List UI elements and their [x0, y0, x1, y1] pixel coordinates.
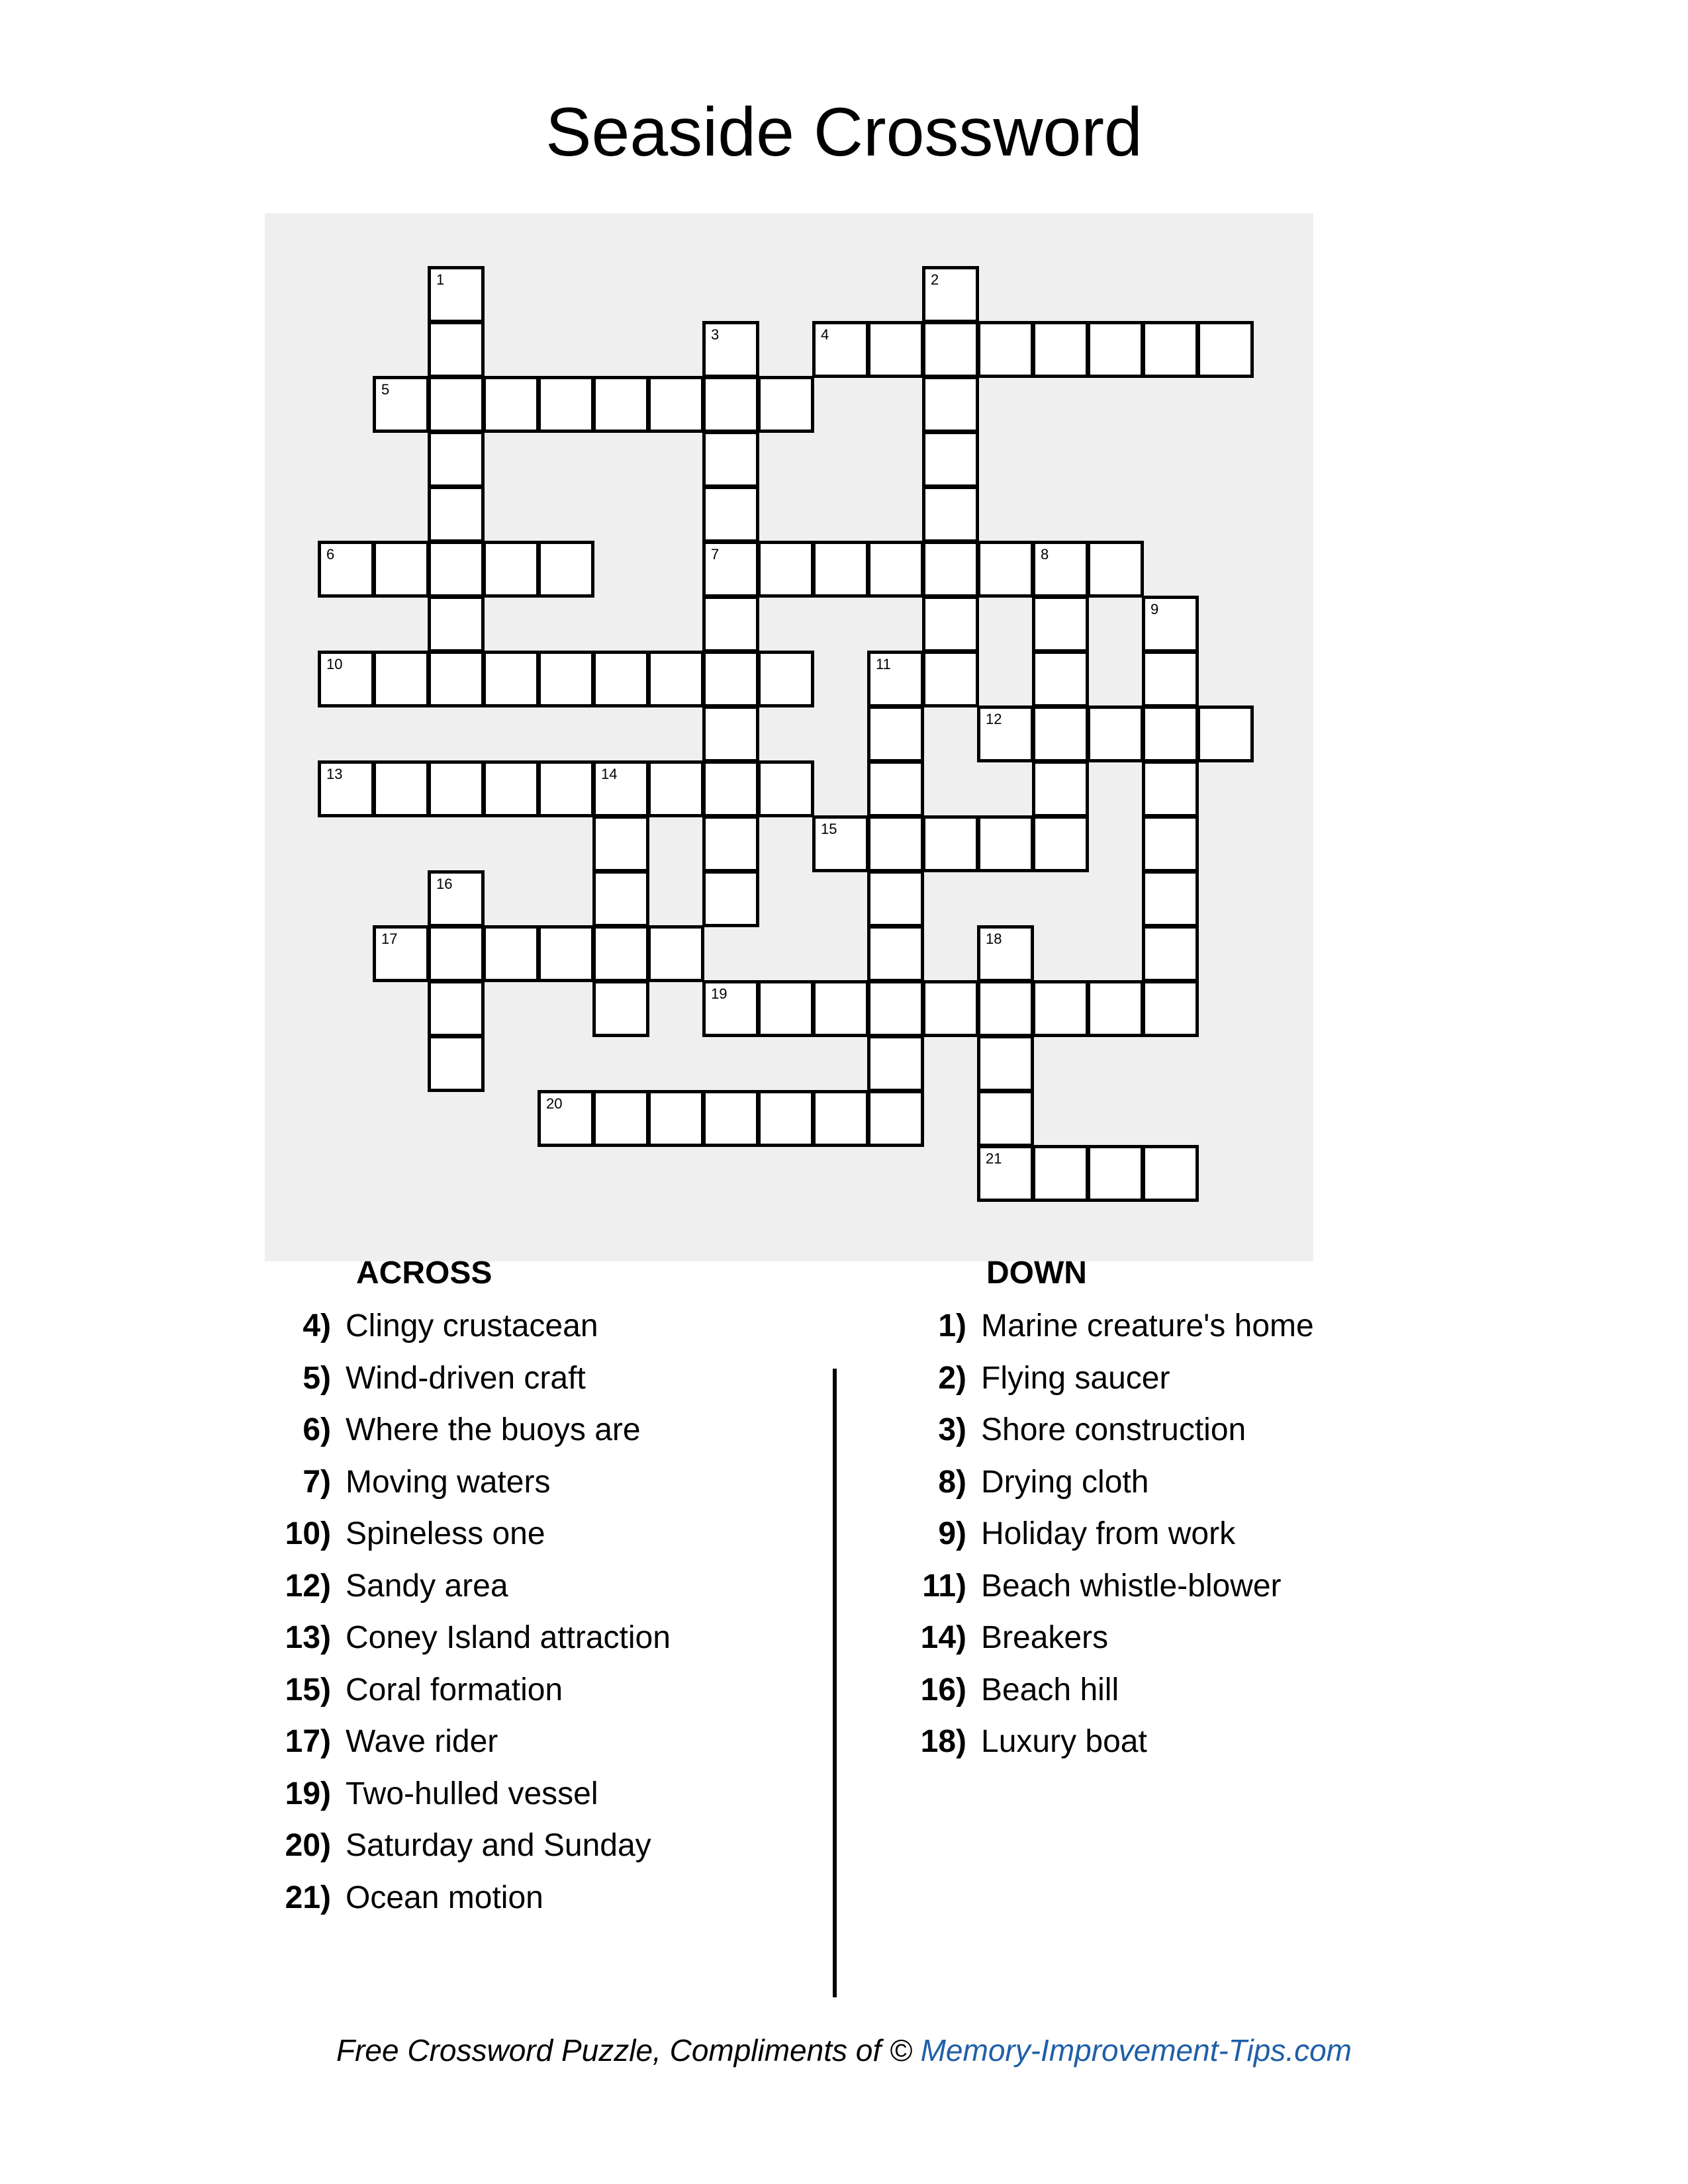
grid-cell[interactable] — [1032, 321, 1089, 378]
grid-cell[interactable] — [647, 1090, 704, 1147]
clue-item-text: Spineless one — [346, 1516, 545, 1551]
grid-cell[interactable] — [1142, 596, 1199, 653]
clue-item-number: 5) — [303, 1360, 331, 1396]
grid-cell[interactable] — [867, 1090, 924, 1147]
clue-item-text: Two-hulled vessel — [346, 1776, 598, 1811]
grid-cell[interactable] — [1142, 760, 1199, 817]
clue-item — [265, 1360, 586, 1397]
grid-cell[interactable] — [1142, 705, 1199, 762]
grid-cell[interactable] — [702, 376, 759, 433]
grid-cell[interactable] — [538, 1090, 594, 1147]
clue-item-text: Ocean motion — [346, 1880, 543, 1915]
grid-cell[interactable] — [702, 705, 759, 762]
grid-cell[interactable] — [812, 1090, 869, 1147]
grid-cell[interactable] — [592, 815, 649, 872]
clue-item-number: 17) — [285, 1724, 331, 1759]
grid-cell[interactable] — [1087, 321, 1144, 378]
grid-cell[interactable] — [592, 651, 649, 707]
grid-cell[interactable] — [373, 925, 430, 982]
grid-cell[interactable] — [702, 1090, 759, 1147]
grid-cell[interactable] — [867, 321, 924, 378]
clue-number: 16 — [436, 876, 453, 892]
grid-cell[interactable] — [1087, 705, 1144, 762]
grid-cell[interactable] — [867, 705, 924, 762]
grid-cell[interactable] — [812, 321, 869, 378]
clue-item-number: 13) — [285, 1620, 331, 1655]
clue-item-text: Coral formation — [346, 1672, 563, 1707]
grid-cell[interactable] — [428, 870, 485, 927]
across-heading: ACROSS — [356, 1255, 492, 1291]
grid-cell[interactable] — [538, 541, 594, 598]
clue-number: 18 — [986, 931, 1002, 947]
grid-cell[interactable] — [1197, 705, 1254, 762]
clue-number: 12 — [986, 711, 1002, 727]
clue-item-text: Wave rider — [346, 1724, 498, 1759]
grid-cell[interactable] — [702, 980, 759, 1037]
grid-cell[interactable] — [867, 760, 924, 817]
grid-cell[interactable] — [428, 925, 485, 982]
grid-cell[interactable] — [757, 541, 814, 598]
grid-cell[interactable] — [922, 486, 979, 543]
crossword-grid — [265, 213, 1313, 1261]
grid-cell[interactable] — [922, 596, 979, 653]
grid-cell[interactable] — [1142, 870, 1199, 927]
grid-cell[interactable] — [702, 596, 759, 653]
grid-cell[interactable] — [647, 651, 704, 707]
clue-item-number: 12) — [285, 1568, 331, 1604]
grid-cell[interactable] — [538, 925, 594, 982]
grid-cell[interactable] — [977, 815, 1034, 872]
clue-number: 5 — [381, 381, 390, 398]
clue-item-text: Beach whistle-blower — [981, 1568, 1282, 1604]
clue-item — [900, 1672, 1119, 1709]
grid-cell[interactable] — [1197, 321, 1254, 378]
clue-item-text: Clingy crustacean — [346, 1308, 598, 1343]
clue-item-number: 9) — [938, 1516, 966, 1551]
clue-item-number: 10) — [285, 1516, 331, 1551]
grid-cell[interactable] — [428, 541, 485, 598]
grid-cell[interactable] — [538, 651, 594, 707]
grid-cell[interactable] — [977, 321, 1034, 378]
clue-number: 4 — [821, 326, 829, 343]
grid-cell[interactable] — [428, 651, 485, 707]
grid-cell[interactable] — [977, 541, 1034, 598]
clue-number: 20 — [546, 1095, 563, 1112]
clue-item-number: 4) — [303, 1308, 331, 1343]
clue-item-number: 2) — [938, 1360, 966, 1396]
grid-cell[interactable] — [483, 541, 539, 598]
grid-cell[interactable] — [867, 815, 924, 872]
clue-item-text: Holiday from work — [981, 1516, 1236, 1551]
clue-item — [265, 1516, 545, 1553]
grid-cell[interactable] — [702, 651, 759, 707]
clue-item — [900, 1516, 1235, 1553]
clue-item — [265, 1672, 563, 1709]
clue-number: 13 — [326, 766, 343, 782]
grid-cell[interactable] — [428, 321, 485, 378]
grid-cell[interactable] — [977, 1090, 1034, 1147]
grid-cell[interactable] — [812, 815, 869, 872]
grid-cell[interactable] — [318, 760, 375, 817]
grid-cell[interactable] — [1032, 651, 1089, 707]
grid-cell[interactable] — [702, 760, 759, 817]
clue-item-number: 7) — [303, 1464, 331, 1500]
clue-item-text: Moving waters — [346, 1464, 551, 1500]
clue-number: 6 — [326, 546, 335, 563]
grid-cell[interactable] — [592, 980, 649, 1037]
grid-cell[interactable] — [483, 760, 539, 817]
clue-number: 3 — [711, 326, 720, 343]
grid-cell[interactable] — [1032, 541, 1089, 598]
grid-cell[interactable] — [867, 651, 924, 707]
grid-cell[interactable] — [867, 541, 924, 598]
clue-item — [265, 1464, 550, 1501]
puzzle-title: Seaside Crossword — [545, 94, 1143, 171]
clue-item — [265, 1827, 651, 1864]
grid-cell[interactable] — [538, 760, 594, 817]
clue-item-number: 21) — [285, 1880, 331, 1915]
clue-item — [900, 1619, 1108, 1657]
clue-item — [265, 1880, 543, 1917]
clue-item-number: 16) — [920, 1672, 966, 1707]
clue-number: 14 — [601, 766, 618, 782]
grid-cell[interactable] — [702, 431, 759, 488]
grid-cell[interactable] — [1032, 1145, 1089, 1202]
grid-cell[interactable] — [428, 596, 485, 653]
clue-item — [900, 1412, 1246, 1449]
clue-number: 8 — [1041, 546, 1049, 563]
clue-number: 2 — [931, 271, 939, 288]
clue-item — [265, 1412, 641, 1449]
grid-cell[interactable] — [922, 980, 979, 1037]
clue-item — [900, 1723, 1147, 1760]
grid-cell[interactable] — [977, 1145, 1034, 1202]
clue-number: 7 — [711, 546, 720, 563]
grid-cell[interactable] — [757, 376, 814, 433]
grid-cell[interactable] — [922, 376, 979, 433]
grid-cell[interactable] — [922, 431, 979, 488]
clue-number: 17 — [381, 931, 398, 947]
grid-cell[interactable] — [647, 376, 704, 433]
clue-item-number: 11) — [922, 1568, 966, 1604]
grid-cell[interactable] — [483, 376, 539, 433]
grid-cell[interactable] — [373, 376, 430, 433]
grid-cell[interactable] — [922, 321, 979, 378]
grid-cell[interactable] — [318, 541, 375, 598]
grid-cell[interactable] — [428, 760, 485, 817]
grid-cell[interactable] — [867, 980, 924, 1037]
footer-link[interactable]: Memory-Improvement-Tips.com — [920, 2033, 1352, 2068]
grid-cell[interactable] — [428, 431, 485, 488]
grid-cell[interactable] — [1087, 541, 1144, 598]
clue-number: 1 — [436, 271, 445, 288]
grid-cell[interactable] — [977, 925, 1034, 982]
grid-cell[interactable] — [922, 651, 979, 707]
clue-number: 21 — [986, 1150, 1002, 1167]
clue-item-text: Beach hill — [981, 1672, 1119, 1707]
column-divider — [833, 1369, 837, 1997]
grid-cell[interactable] — [647, 925, 704, 982]
grid-cell[interactable] — [428, 376, 485, 433]
grid-cell[interactable] — [922, 815, 979, 872]
clue-item-text: Luxury boat — [981, 1724, 1147, 1759]
grid-cell[interactable] — [867, 870, 924, 927]
clue-item-number: 8) — [938, 1464, 966, 1500]
clue-item-text: Saturday and Sunday — [346, 1828, 651, 1863]
clue-item-number: 1) — [938, 1308, 966, 1343]
grid-cell[interactable] — [592, 1090, 649, 1147]
grid-cell[interactable] — [867, 925, 924, 982]
clue-item-number: 18) — [920, 1724, 966, 1759]
grid-cell[interactable] — [1087, 1145, 1144, 1202]
clue-item-text: Drying cloth — [981, 1464, 1149, 1500]
grid-cell[interactable] — [1142, 815, 1199, 872]
grid-cell[interactable] — [702, 321, 759, 378]
grid-cell[interactable] — [1142, 925, 1199, 982]
grid-cell[interactable] — [812, 541, 869, 598]
grid-cell[interactable] — [757, 651, 814, 707]
grid-cell[interactable] — [428, 1035, 485, 1092]
clue-item — [900, 1464, 1149, 1501]
grid-cell[interactable] — [757, 980, 814, 1037]
clue-item-number: 15) — [285, 1672, 331, 1707]
clue-item — [900, 1568, 1282, 1605]
grid-cell[interactable] — [373, 651, 430, 707]
clue-item — [900, 1360, 1170, 1397]
clue-item-text: Coney Island attraction — [346, 1620, 671, 1655]
footer-text: Free Crossword Puzzle, Compliments of © — [336, 2033, 921, 2068]
clue-item-number: 20) — [285, 1828, 331, 1863]
clue-item-number: 14) — [920, 1620, 966, 1655]
clue-item — [265, 1619, 671, 1657]
grid-cell[interactable] — [592, 870, 649, 927]
clue-item-number: 3) — [938, 1412, 966, 1447]
clue-number: 15 — [821, 821, 837, 837]
grid-cell[interactable] — [483, 651, 539, 707]
clue-number: 11 — [876, 656, 891, 672]
clue-item-text: Wind-driven craft — [346, 1360, 586, 1396]
grid-cell[interactable] — [922, 266, 979, 323]
grid-cell[interactable] — [1142, 1145, 1199, 1202]
grid-cell[interactable] — [977, 1035, 1034, 1092]
clue-item-text: Flying saucer — [981, 1360, 1170, 1396]
grid-cell[interactable] — [1087, 980, 1144, 1037]
clue-item — [265, 1568, 508, 1605]
clue-item-text: Breakers — [981, 1620, 1109, 1655]
grid-cell[interactable] — [428, 486, 485, 543]
grid-cell[interactable] — [1032, 980, 1089, 1037]
grid-cell[interactable] — [757, 760, 814, 817]
grid-cell[interactable] — [1032, 815, 1089, 872]
clue-item — [265, 1776, 598, 1813]
clue-item — [900, 1308, 1314, 1345]
clue-item-number: 19) — [285, 1776, 331, 1811]
grid-cell[interactable] — [592, 760, 649, 817]
grid-cell[interactable] — [977, 705, 1034, 762]
grid-cell[interactable] — [647, 760, 704, 817]
grid-cell[interactable] — [483, 925, 539, 982]
grid-cell[interactable] — [1032, 596, 1089, 653]
grid-cell[interactable] — [812, 980, 869, 1037]
grid-cell[interactable] — [428, 980, 485, 1037]
grid-cell[interactable] — [318, 651, 375, 707]
grid-cell[interactable] — [1032, 760, 1089, 817]
clue-number: 9 — [1150, 601, 1159, 617]
grid-cell[interactable] — [428, 266, 485, 323]
grid-cell[interactable] — [1032, 705, 1089, 762]
clue-item — [265, 1308, 598, 1345]
grid-cell[interactable] — [702, 815, 759, 872]
clue-item-text: Sandy area — [346, 1568, 508, 1604]
clue-item-number: 6) — [303, 1412, 331, 1447]
clue-item-text: Marine creature's home — [981, 1308, 1314, 1343]
clue-item — [265, 1723, 498, 1760]
grid-cell[interactable] — [592, 925, 649, 982]
grid-cell[interactable] — [1142, 651, 1199, 707]
grid-cell[interactable] — [702, 486, 759, 543]
grid-cell[interactable] — [922, 541, 979, 598]
grid-cell[interactable] — [1142, 321, 1199, 378]
clue-number: 19 — [711, 985, 727, 1002]
grid-cell[interactable] — [757, 1090, 814, 1147]
clue-number: 10 — [326, 656, 343, 672]
grid-cell[interactable] — [373, 760, 430, 817]
grid-cell[interactable] — [592, 376, 649, 433]
grid-cell[interactable] — [702, 870, 759, 927]
grid-cell[interactable] — [538, 376, 594, 433]
grid-cell[interactable] — [977, 980, 1034, 1037]
grid-cell[interactable] — [373, 541, 430, 598]
grid-cell[interactable] — [702, 541, 759, 598]
down-heading: DOWN — [986, 1255, 1087, 1291]
clue-item-text: Where the buoys are — [346, 1412, 641, 1447]
grid-cell[interactable] — [867, 1035, 924, 1092]
grid-cell[interactable] — [1142, 980, 1199, 1037]
footer-credit — [0, 2032, 1688, 2069]
clue-item-text: Shore construction — [981, 1412, 1246, 1447]
